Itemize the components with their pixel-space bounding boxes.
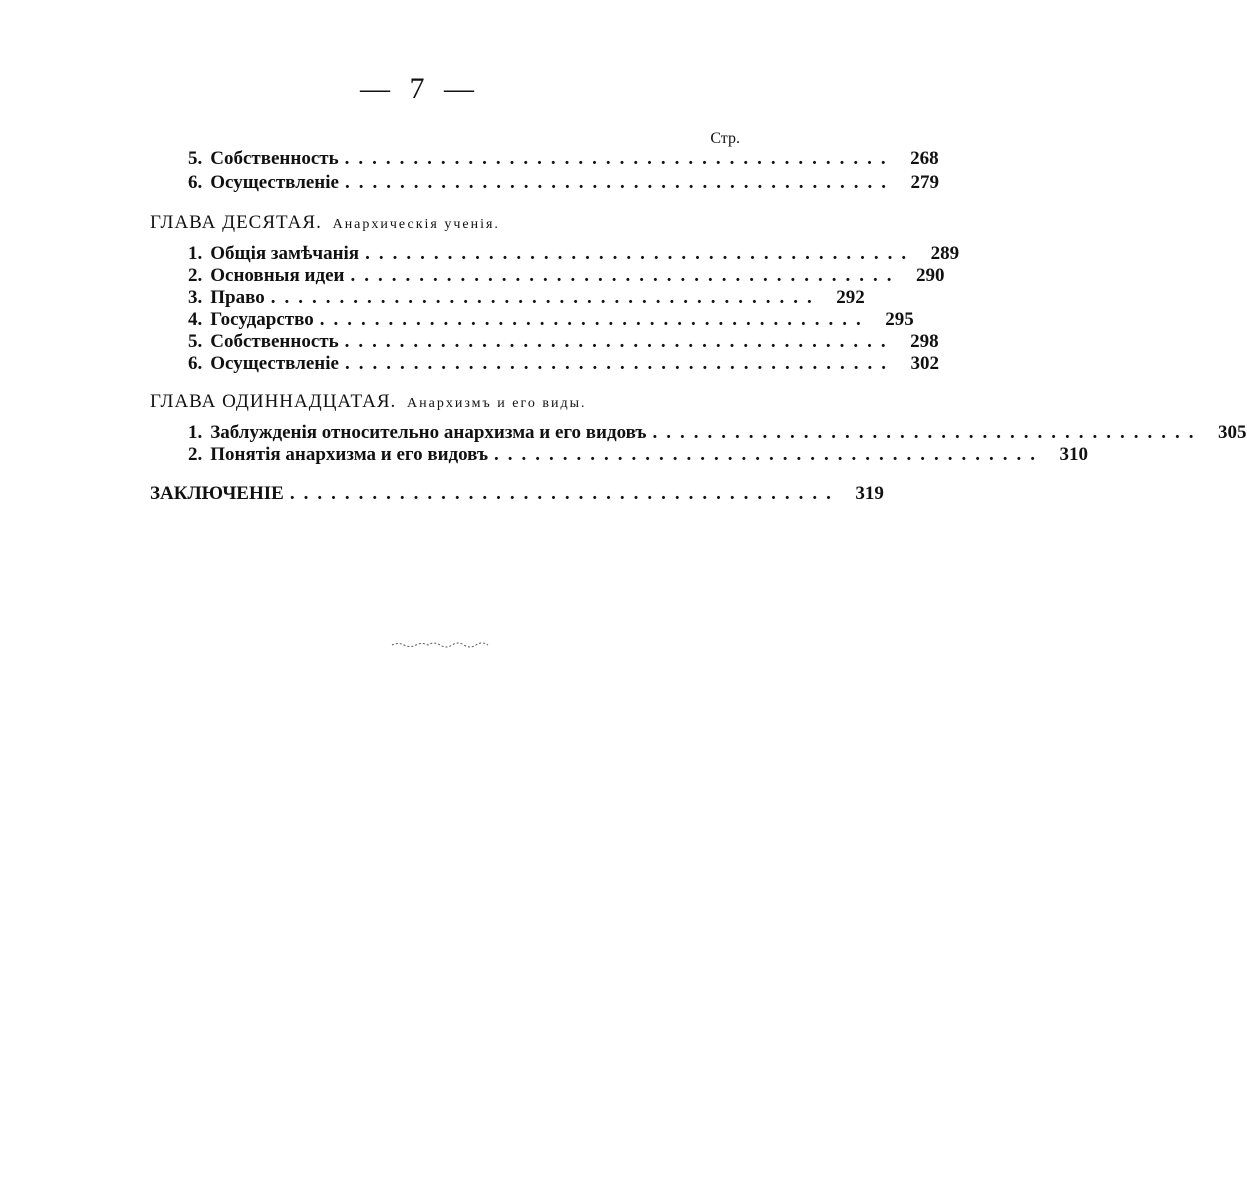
entry-number: 4.	[188, 309, 203, 330]
leader-dots: ........................................	[344, 148, 895, 169]
leader-dots: ........................................	[270, 287, 821, 308]
entry-page: 302	[910, 353, 939, 374]
leader-dots: ........................................	[319, 309, 870, 330]
leader-dots: ........................................	[289, 483, 840, 504]
leader-dots: ........................................	[652, 422, 1203, 443]
chapter-title: Анархическія ученія.	[332, 217, 500, 232]
entry-page: 289	[930, 243, 960, 264]
leader-dots: ........................................	[344, 331, 895, 352]
toc-entry	[188, 444, 1089, 466]
leader-dots: ........................................	[350, 265, 901, 286]
leader-dots: ........................................	[344, 353, 895, 374]
toc-entry	[188, 172, 939, 194]
ornament-divider	[390, 640, 490, 650]
chapter-title: Анархизмъ и его виды.	[407, 396, 587, 411]
entry-title: ЗАКЛЮЧЕНІЕ	[150, 483, 284, 504]
entry-page: 292	[836, 287, 865, 308]
toc-entry	[188, 287, 865, 309]
entry-number: 2.	[188, 444, 203, 465]
entry-number: 6.	[188, 353, 203, 374]
entry-number: 1.	[188, 243, 203, 264]
leader-dots: ........................................	[494, 444, 1045, 465]
entry-number: 6.	[188, 172, 203, 193]
chapter-label: ГЛАВА ДЕСЯТАЯ.	[150, 212, 322, 233]
entry-number: 1.	[188, 422, 203, 443]
entry-title: Понятія анархизма и его видовъ	[210, 444, 489, 465]
entry-page: 319	[855, 483, 884, 504]
entry-number: 3.	[188, 287, 203, 308]
entry-number: 5.	[188, 148, 203, 169]
toc-entry	[188, 422, 1247, 444]
page-number: — 7 —	[360, 72, 480, 105]
page-column-header: Стр.	[710, 130, 740, 147]
entry-title: Заблужденія относительно анархизма и его видовъ	[210, 422, 647, 443]
toc-entry	[188, 148, 939, 170]
entry-number: 2.	[188, 265, 203, 286]
entry-title: Право	[210, 287, 265, 308]
toc-entry	[188, 243, 960, 265]
toc-entry	[188, 265, 945, 287]
leader-dots: ........................................	[365, 243, 916, 264]
entry-title: Собственность	[210, 331, 339, 352]
toc-entry-conclusion	[150, 483, 884, 505]
entry-title: Общія замѣчанія	[210, 243, 360, 264]
entry-page: 310	[1059, 444, 1089, 465]
entry-page: 305	[1218, 422, 1247, 443]
entry-title: Осуществленіе	[210, 353, 339, 374]
toc-entry	[188, 331, 939, 353]
entry-page: 268	[910, 148, 939, 169]
entry-title: Основныя идеи	[210, 265, 345, 286]
chapter-heading	[150, 391, 587, 413]
chapter-label: ГЛАВА ОДИННАДЦАТАЯ.	[150, 391, 397, 412]
entry-title: Государство	[210, 309, 314, 330]
entry-page: 298	[910, 331, 939, 352]
entry-page: 290	[915, 265, 945, 286]
toc-entry	[188, 353, 939, 375]
leader-dots: ........................................	[344, 172, 895, 193]
entry-title: Осуществленіе	[210, 172, 339, 193]
entry-page: 295	[885, 309, 914, 330]
chapter-heading	[150, 212, 500, 234]
toc-entry	[188, 309, 914, 331]
entry-title: Собственность	[210, 148, 339, 169]
entry-page: 279	[910, 172, 939, 193]
entry-number: 5.	[188, 331, 203, 352]
